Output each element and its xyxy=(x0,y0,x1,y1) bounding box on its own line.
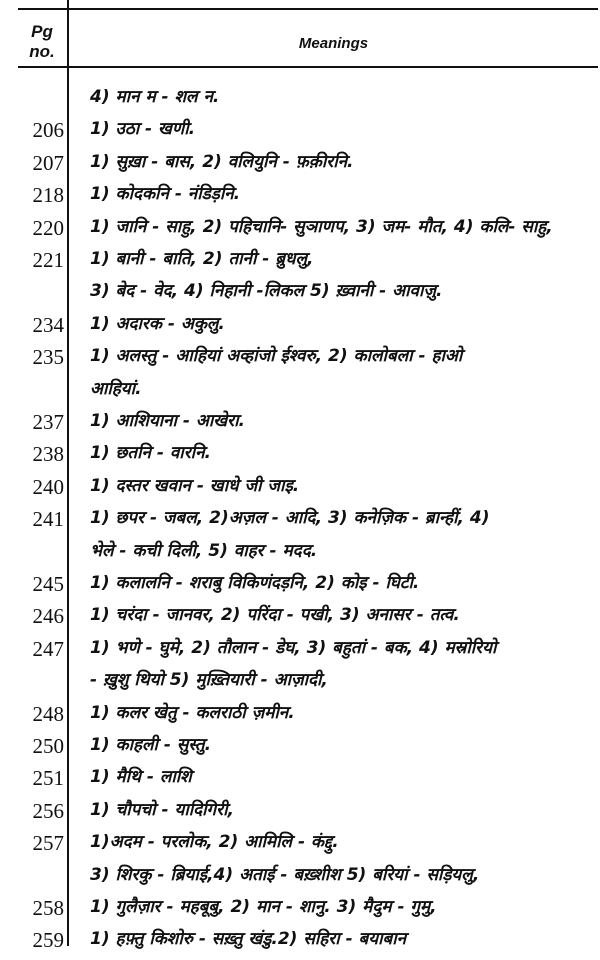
meaning-text: 1) जानि - साहु, 2) पहिचानि- सुञाणप, 3) जम- मौत, 4) कलि- साहु, xyxy=(90,216,553,237)
meaning-text: 1) बानी - बाति, 2) तानी - ब्रुधलु, xyxy=(90,249,314,269)
page-number: 220 xyxy=(32,215,64,240)
meaning-text: 1) आशियाना - आखेरा. xyxy=(90,411,245,431)
meaning-text: 1) भणे - घुमे, 2) तौलान - डेघ, 3) बहुतां - बक, 4) मस्रोरियो xyxy=(90,637,497,658)
page-number: 235 xyxy=(32,345,64,370)
page-number: 234 xyxy=(32,312,64,337)
meaning-text: 1) अदारक - अकुलु. xyxy=(90,313,225,334)
meaning-text: 1)अदम - परलोक, 2) आमिलि - कंद्दु. xyxy=(90,832,339,853)
meaning-text: 1) चौपचो - यादिगिरी, xyxy=(90,799,234,820)
meaning-text: 1) हफ़्तु किशोरु - सख़्तु खंडु.2) सहिरा - बयाबान xyxy=(90,929,407,950)
meaning-text: 1) दस्तर खवान - खाधे जी जाइ. xyxy=(90,475,300,496)
meaning-text: 1) कलालनि - शराबु विकिणंदड़नि, 2) कोइ - घिटी. xyxy=(90,573,420,593)
table-row xyxy=(0,922,600,960)
header-pg-line1: Pg xyxy=(31,22,53,41)
page-number: 237 xyxy=(32,410,64,434)
page-number: 251 xyxy=(32,766,64,791)
header-pg-line2: no. xyxy=(29,42,55,61)
meaning-text: 1) गुलैज़ार - महबूबु, 2) मान - शानु. 3) मैदुम - गुमु, xyxy=(90,897,437,917)
meaning-text: 1) काहली - सुस्तु. xyxy=(90,735,212,755)
header-page-number xyxy=(18,22,66,62)
page-number: 245 xyxy=(32,572,64,596)
page-number: 221 xyxy=(32,248,64,272)
page-number: 206 xyxy=(32,118,64,143)
meaning-text: 1) चरंदा - जानवर, 2) परिंदा - पखी, 3) अनासर - तत्व. xyxy=(90,605,460,626)
top-rule xyxy=(18,8,598,10)
page-number: 246 xyxy=(32,604,64,629)
page-number: 218 xyxy=(32,183,64,208)
page-number: 241 xyxy=(32,507,64,532)
meaning-text: - ख़ुशु थियो 5) मुख़्तियारी - आज़ादी, xyxy=(90,670,328,691)
page-number: 250 xyxy=(32,734,64,758)
page-number: 257 xyxy=(32,831,64,856)
meaning-text: 3) शिरकु - ब्रियाई,4) अताई - बख़्शीश 5) बरियां - सड़ियलु, xyxy=(90,864,480,885)
meaning-text: आहियां. xyxy=(90,378,142,399)
page-number: 247 xyxy=(32,636,64,661)
page-number: 248 xyxy=(32,701,64,726)
meaning-text: भेले - कची दिली, 5) वाहर - मदद. xyxy=(90,540,318,561)
page-number: 240 xyxy=(32,474,64,499)
header-rule xyxy=(18,66,598,68)
meaning-text: 3) बेद - वेद, 4) निहानी -लिकल 5) ख़्वानी - आवाज़ु. xyxy=(90,281,443,302)
meaning-text: 1) छपर - जबल, 2)अज़ल - आदि, 3) कनेज़िक - ब्रान्हीं, 4) xyxy=(90,508,490,529)
meaning-text: 1) अलस्तु - आहियां अव्हांजो ईश्वरु, 2) कालोबला - हाओ xyxy=(90,346,463,367)
page-number: 238 xyxy=(32,442,64,467)
meaning-text: 1) कलर खेतु - कलराठी ज़मीन. xyxy=(90,702,295,723)
meaning-text: 1) सुख़ा - बास, 2) वलियुनि - फ़क़ीरनि. xyxy=(90,151,354,172)
page-number: 256 xyxy=(32,798,64,823)
header-meanings: Meanings xyxy=(298,35,369,52)
meaning-text: 1) छतनि - वारनि. xyxy=(90,443,211,464)
meaning-text: 1) उठा - खणी. xyxy=(90,119,196,140)
meaning-text: 1) कोदकनि - नंडिड़नि. xyxy=(90,184,241,205)
meaning-text: 1) मैथि - लाशि xyxy=(90,767,192,788)
page-number: 259 xyxy=(32,928,64,953)
page-number: 207 xyxy=(32,150,64,175)
meaning-text: 4) मान म - शल न. xyxy=(90,87,220,107)
page-number: 258 xyxy=(32,896,64,920)
